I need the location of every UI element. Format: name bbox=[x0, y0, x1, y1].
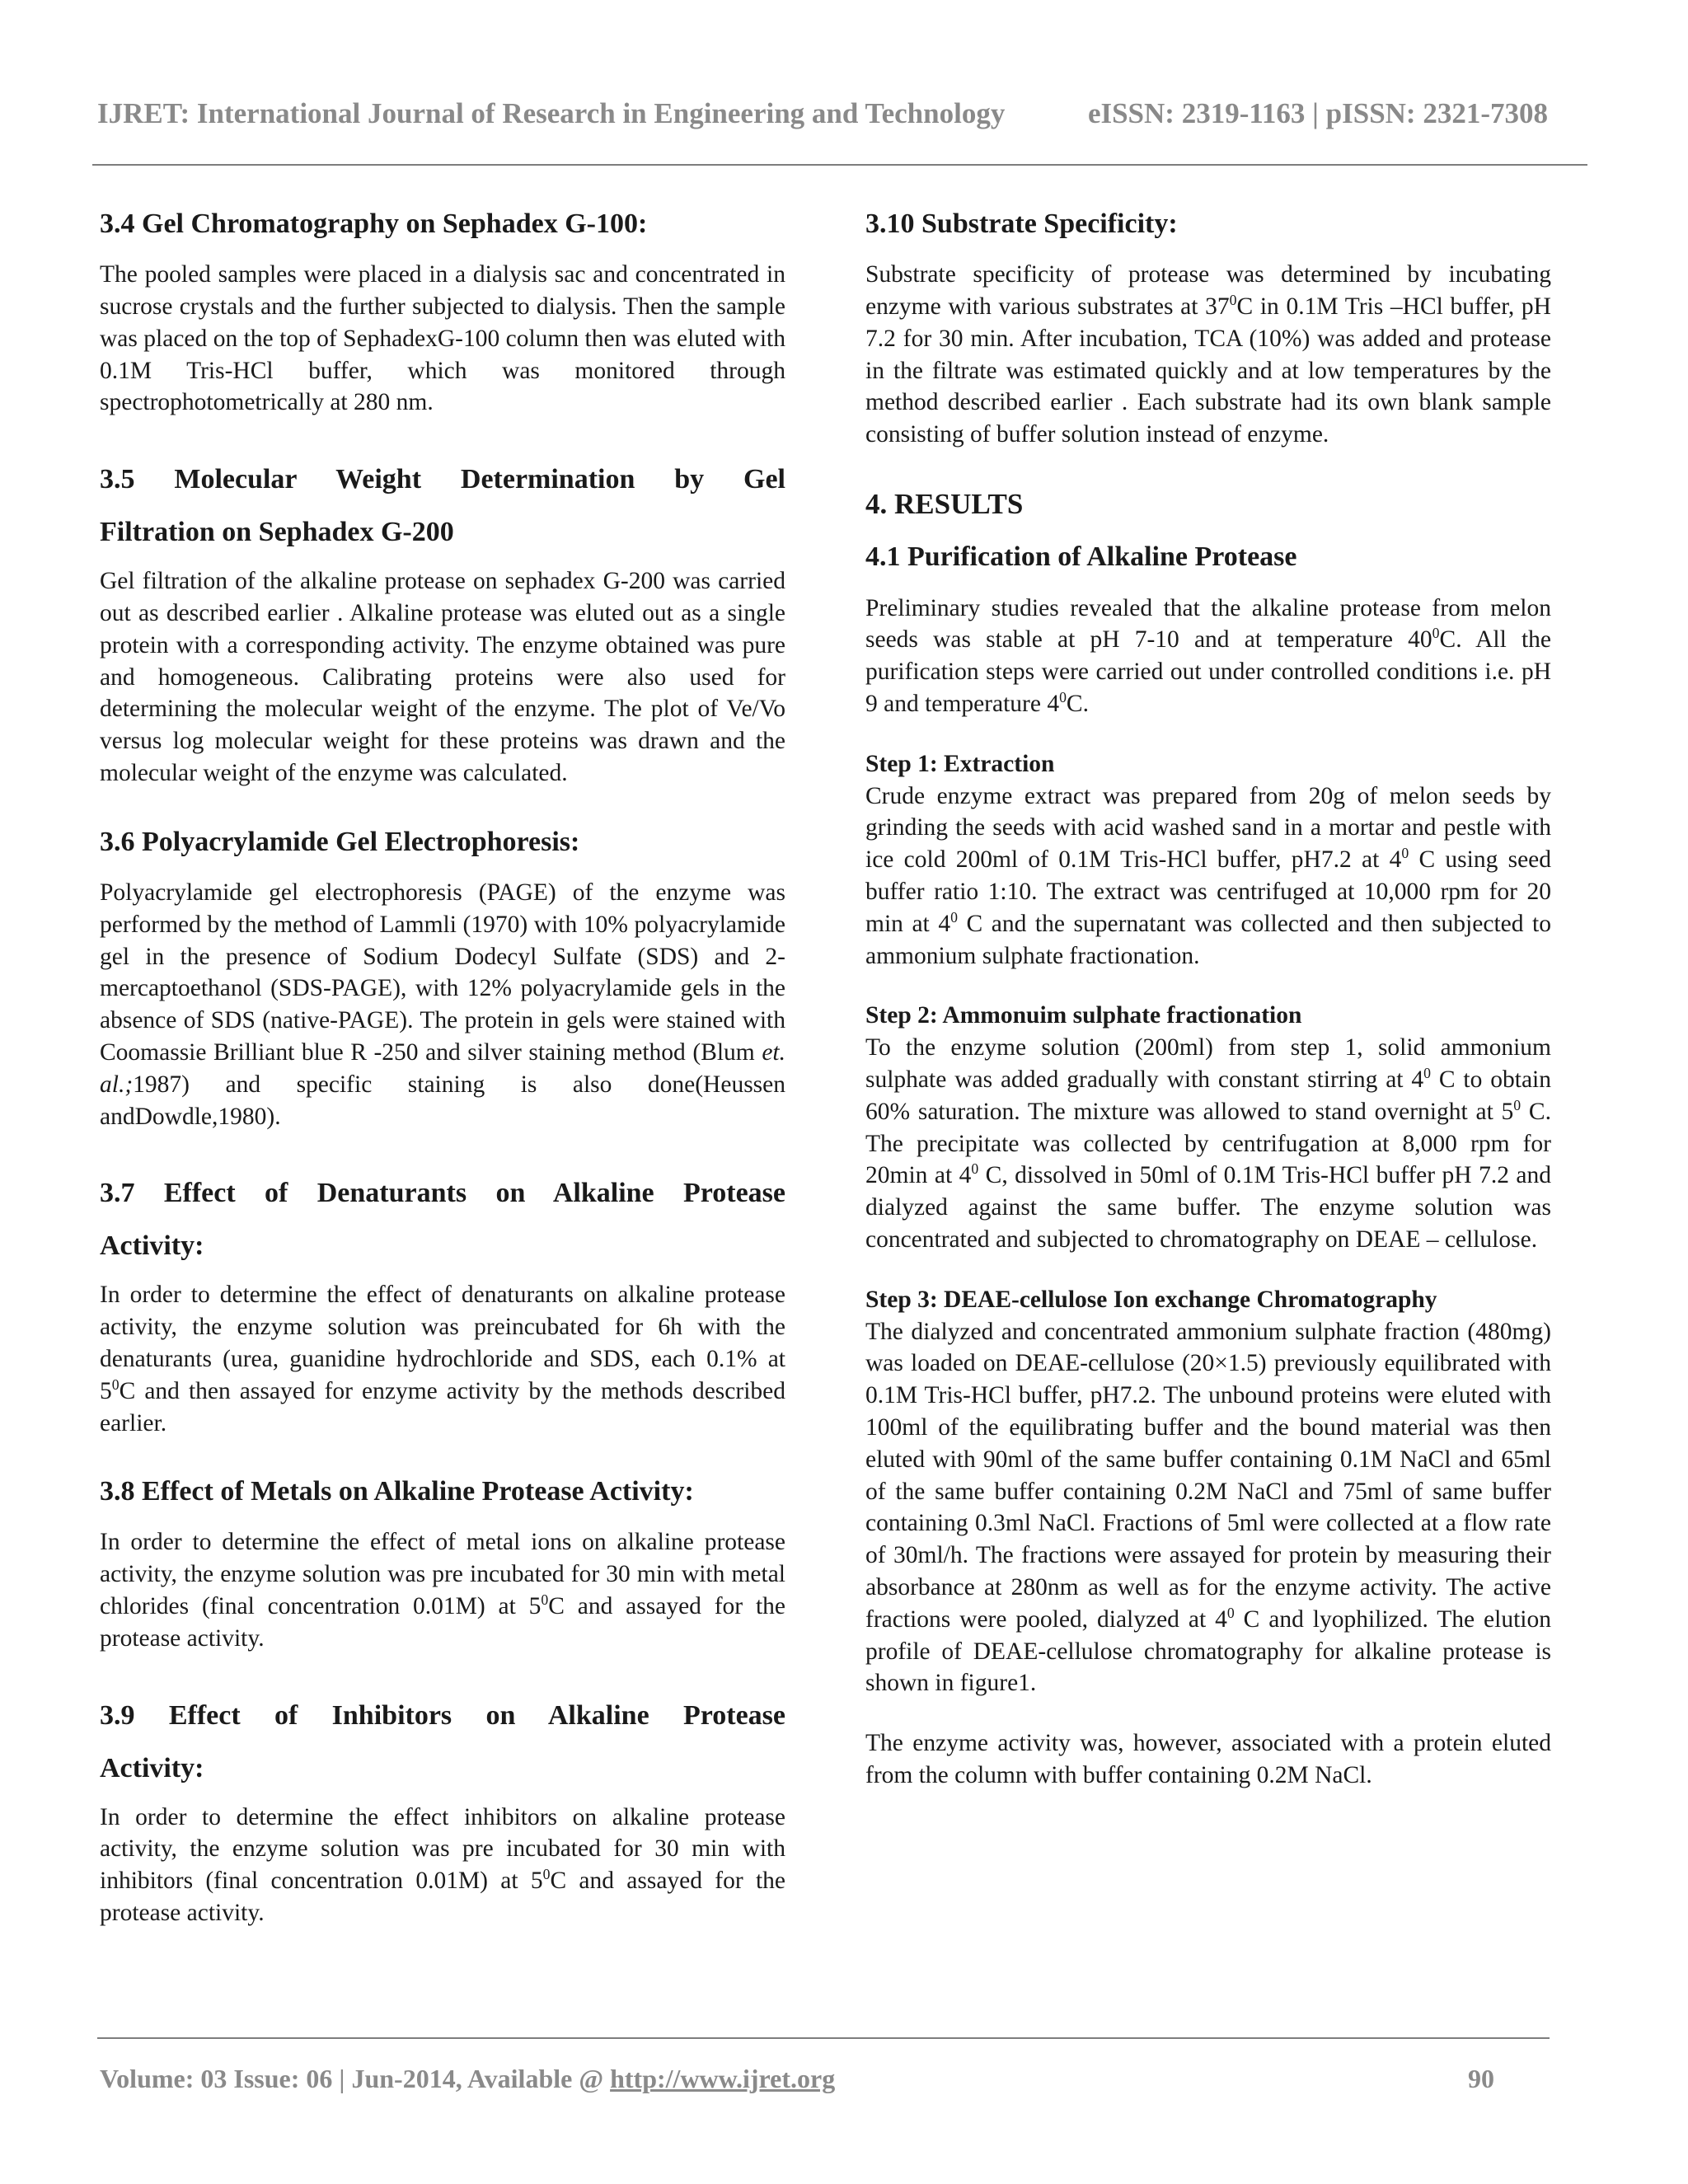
left-column bbox=[100, 206, 785, 1929]
section-3-5-heading-line2: Filtration on Sephadex G-200 bbox=[100, 517, 454, 548]
volume-info: Volume: 03 Issue: 06 | Jun-2014, Available @ http://www.ijret.org bbox=[100, 2064, 836, 2093]
section-3-10-text: Substrate specificity of protease was determined by incubating enzyme with various substrates at $37^0C$ in 0.1M Tris –HCl buffer, pH 7.2 for 30 min. After incubation, TCA (10%) was added and protease in the filtrate was estimated quickly and at low temperatures by the method described earlier . Each substrate had its own blank sample consisting of buffer solution instead of enzyme. bbox=[865, 261, 1551, 448]
citation-et-al: et. al.; bbox=[100, 1038, 785, 1098]
section-3-5-heading-line1: 3.5 Molecular Weight Determination by Gel bbox=[100, 464, 785, 495]
section-3-9-heading-line2: Activity: bbox=[100, 1752, 204, 1783]
section-3-4-text: The pooled samples were placed in a dialysis sac and concentrated in sucrose crystals and the further subjected to dialysis. Then the sample was placed on the top of SephadexG-100 column then was eluted with 0.1M Tris-HCl buffer, which was monitored through spectrophotometrically at 280 nm. bbox=[100, 261, 785, 416]
section-3-7-heading-line1: 3.7 Effect of Denaturants on Alkaline Protease bbox=[100, 1178, 785, 1209]
step-2-text: To the enzyme solution (200ml) from step 1, solid ammonium sulphate was added gradually with constant stirring at $4^0$ C to obtain 60% saturation. The mixture was allowed to stand overnight at $5^0$ C. The precipitate was collected by centrifugation at 8,000 rpm for 20min at $4^0$ C, dissolved in 50ml of 0.1M Tris-HCl buffer pH 7.2 and dialyzed against the same buffer. The enzyme solution was concentrated and subjected to chromatography on DEAE – cellulose. bbox=[865, 1034, 1552, 1253]
issn-info: eISSN: 2319-1163 | pISSN: 2321-7308 bbox=[1087, 97, 1548, 129]
section-3-10-heading: 3.10 Substrate Specificity: bbox=[865, 209, 1178, 239]
results-heading: 4. RESULTS bbox=[865, 487, 1024, 520]
step-1-heading: Step 1: Extraction bbox=[865, 750, 1055, 777]
step-3-heading: Step 3: DEAE-cellulose Ion exchange Chromatography bbox=[865, 1286, 1437, 1313]
section-3-9-heading-line1: 3.9 Effect of Inhibitors on Alkaline Protease bbox=[100, 1699, 785, 1731]
journal-link[interactable]: http://www.ijret.org bbox=[610, 2064, 836, 2093]
journal-title: IJRET: International Journal of Research in Engineering and Technology bbox=[97, 97, 1006, 129]
section-3-8-heading: 3.8 Effect of Metals on Alkaline Protease Activity: bbox=[100, 1476, 694, 1507]
section-3-5-text: Gel filtration of the alkaline protease on sephadex G-200 was carried out as described earlier . Alkaline protease was eluted out as a single protein with a corresponding activity. The enzyme obtained was pure and homogeneous. Calibrating proteins were also used for determining the molecular weight of the enzyme. The plot of Ve/Vo versus log molecular weight for these proteins was drawn and the molecular weight of the enzyme was calculated. bbox=[100, 568, 785, 786]
footer-divider bbox=[97, 2037, 1550, 2039]
section-4-1-heading: 4.1 Purification of Alkaline Protease bbox=[865, 541, 1297, 573]
step-2-heading: Step 2: Ammonuim sulphate fractionation bbox=[865, 1002, 1302, 1029]
page-footer bbox=[100, 2064, 1501, 2103]
section-4-1-text: Preliminary studies revealed that the alkaline protease from melon seeds was stable at pH 7-10 and at temperature $40^0C$. All the purification steps were carried out under controlled conditions i.e. pH 9 and temperature $4^0C$. bbox=[865, 594, 1551, 718]
section-3-7-heading-line2: Activity: bbox=[100, 1230, 204, 1262]
page-number: 90 bbox=[1468, 2064, 1494, 2093]
section-3-9-text: In order to determine the effect inhibitors on alkaline protease activity, the enzyme solution was pre incubated for 30 min with inhibitors (final concentration 0.01M) at $5^0C$ and assayed for the protease activity. bbox=[100, 1803, 785, 1927]
step-1-text: Crude enzyme extract was prepared from 20g of melon seeds by grinding the seeds with acid washed sand in a mortar and pestle with ice cold 200ml of 0.1M Tris-HCl buffer, pH7.2 at $4^0$ C using seed buffer ratio 1:10. The extract was centrifuged at 10,000 rpm for 20 min at $4^0$ C and the supernatant was collected and then subjected to ammonium sulphate fractionation. bbox=[865, 782, 1552, 969]
header-divider bbox=[92, 164, 1587, 166]
page-header bbox=[97, 97, 1548, 138]
section-3-7-text: In order to determine the effect of denaturants on alkaline protease activity, the enzyme solution was preincubated for 6h with the denaturants (urea, guanidine hydrochloride and SDS, each 0.1% at $5^0C$ and then assayed for enzyme activity by the methods described earlier. bbox=[100, 1282, 785, 1436]
section-3-6-text: Polyacrylamide gel electrophoresis (PAGE) of the enzyme was performed by the method of Lammli (1970) with 10% polyacrylamide gel in the presence of Sodium Dodecyl Sulfate (SDS) and 2- mercaptoethanol (SDS-PAGE), with 12% polyacrylamide gels in the absence of SDS (native-PAGE). The protein in gels were stained with Coomassie Brilliant blue R -250 and silver staining method (Blum et. al.;1987) and specific staining is also done(Heussen andDowdle,1980). bbox=[100, 879, 785, 1130]
step-3-text: The dialyzed and concentrated ammonium sulphate fraction (480mg) was loaded on DEAE-cellulose (20×1.5) previously equilibrated with 0.1M Tris-HCl buffer, pH7.2. The unbound proteins were eluted with 100ml of the equilibrating buffer and the bound material was then eluted with 90ml of the same buffer containing 0.1M NaCl and 65ml of the same buffer containing 0.2M NaCl and 75ml of same buffer containing 0.3ml NaCl. Fractions of 5ml were collected at a flow rate of 30ml/h. The fractions were assayed for protein by measuring their absorbance at 280nm as well as for the enzyme activity. The active fractions were pooled, dialyzed at $4^0$ C and lyophilized. The elution profile of DEAE-cellulose chromatography for alkaline protease is shown in figure1. bbox=[865, 1318, 1551, 1697]
section-3-6-heading: 3.6 Polyacrylamide Gel Electrophoresis: bbox=[100, 826, 580, 857]
section-3-8-text: In order to determine the effect of metal ions on alkaline protease activity, the enzyme solution was pre incubated for 30 min with metal chlorides (final concentration 0.01M) at $5^0C$ and assayed for the protease activity. bbox=[100, 1529, 785, 1652]
section-3-4-heading: 3.4 Gel Chromatography on Sephadex G-100: bbox=[100, 209, 648, 239]
results-closing-text: The enzyme activity was, however, associated with a protein eluted from the column with buffer containing 0.2M NaCl. bbox=[865, 1730, 1551, 1788]
right-column bbox=[865, 206, 1551, 1792]
